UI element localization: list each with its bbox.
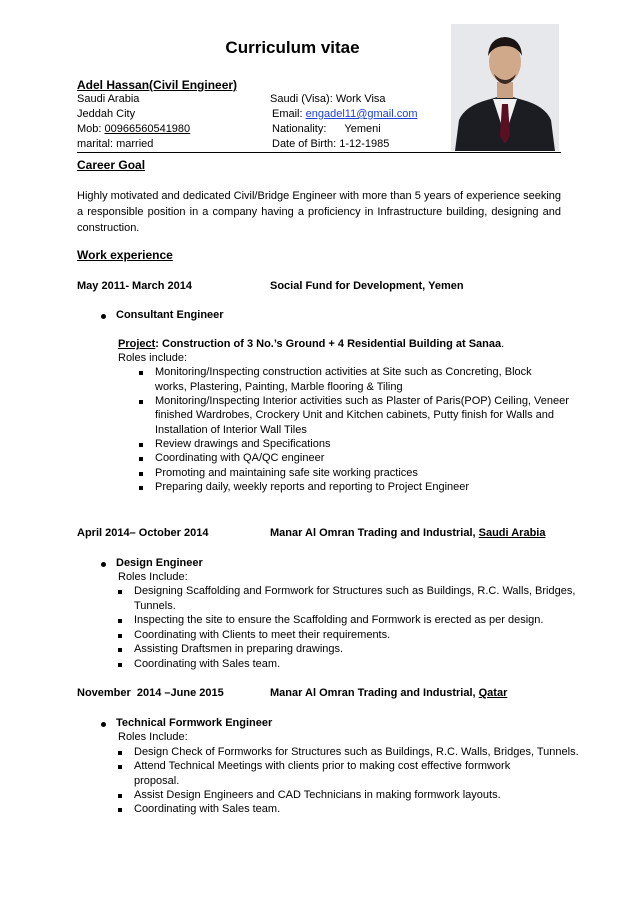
email-line (272, 108, 417, 120)
job-3-role: Technical Formwork Engineer (116, 717, 273, 729)
mobile-label: Mob: (77, 123, 105, 135)
square-bullet-icon (118, 648, 122, 652)
job-1-project (118, 338, 504, 350)
list-item: Designing Scaffolding and Formwork for Structures such as Buildings, R.C. Walls, Bridges, (134, 585, 576, 597)
list-item: Monitoring/Inspecting Interior activities such as Plaster of Paris(POP) Ceiling, Veneer (155, 395, 569, 407)
project-text: : Construction of 3 No.’s Ground + 4 Residential Building at Sanaa (155, 338, 502, 350)
work-experience-heading: Work experience (77, 248, 173, 262)
visa-status: Saudi (Visa): Work Visa (270, 93, 386, 105)
square-bullet-icon (118, 765, 122, 769)
marital-status: marital: married (77, 138, 154, 150)
square-bullet-icon (139, 457, 143, 461)
list-item: Coordinating with Sales team. (134, 658, 281, 670)
email-label: Email: (272, 108, 306, 120)
page-title: Curriculum vitae (225, 38, 360, 57)
company-name: Manar Al Omran Trading and Industrial, (270, 527, 479, 539)
job-2-role: Design Engineer (116, 557, 203, 569)
square-bullet-icon (139, 472, 143, 476)
job-3-roles-label: Roles Include: (118, 731, 188, 743)
square-bullet-icon (118, 808, 122, 812)
header-divider (77, 152, 561, 153)
job-2-company (270, 527, 545, 539)
list-item: Promoting and maintaining safe site working practices (155, 467, 418, 479)
job-1-role: Consultant Engineer (116, 309, 224, 321)
square-bullet-icon (118, 663, 122, 667)
bullet-icon (101, 314, 106, 319)
job-3-dates: November 2014 –June 2015 (77, 687, 224, 699)
date-of-birth: Date of Birth: 1-12-1985 (272, 138, 390, 150)
list-item: Assisting Draftsmen in preparing drawings. (134, 643, 344, 655)
square-bullet-icon (118, 751, 122, 755)
job-2-dates: April 2014– October 2014 (77, 527, 209, 539)
list-item-cont: Tunnels. (134, 600, 176, 612)
job-1-company: Social Fund for Development, Yemen (270, 280, 464, 292)
list-item: Coordinating with Sales team. (134, 803, 281, 815)
nationality-line (272, 123, 381, 135)
company-name: Manar Al Omran Trading and Industrial, (270, 687, 479, 699)
country: Saudi Arabia (77, 93, 140, 105)
list-item: Review drawings and Specifications (155, 438, 331, 450)
nationality-label: Nationality: (272, 123, 327, 135)
job-1-roles-label: Roles include: (118, 352, 188, 364)
square-bullet-icon (139, 486, 143, 490)
profile-photo (451, 24, 559, 151)
job-2-roles-label: Roles Include: (118, 571, 188, 583)
list-item: Design Check of Formworks for Structures such as Buildings, R.C. Walls, Bridges, Tunnels. (134, 746, 579, 758)
list-item: Monitoring/Inspecting construction activities at Site such as Concreting, Block (155, 366, 532, 378)
list-item: Inspecting the site to ensure the Scaffolding and Formwork is erected as per design. (134, 614, 544, 626)
person-photo-icon (451, 24, 559, 151)
city: Jeddah City (77, 108, 136, 120)
company-place: Qatar (478, 687, 508, 699)
list-item-cont: Installation of Interior Wall Tiles (155, 424, 307, 436)
square-bullet-icon (118, 590, 122, 594)
list-item: Assist Design Engineers and CAD Technicians in making formwork layouts. (134, 789, 501, 801)
square-bullet-icon (139, 400, 143, 404)
list-item: Coordinating with QA/QC engineer (155, 452, 325, 464)
career-goal-text: Highly motivated and dedicated Civil/Bridge Engineer with more than 5 years of experience seeking a responsible position in a company having a proficiency in Infrastructure building, designing and construction. (77, 190, 561, 234)
bullet-icon (101, 562, 106, 567)
square-bullet-icon (118, 794, 122, 798)
email-link[interactable]: engadel11@gmail.com (305, 108, 418, 120)
nationality-value: Yemeni (344, 123, 381, 135)
list-item: Attend Technical Meetings with clients prior to making cost effective formwork (134, 760, 511, 772)
list-item-cont: proposal. (134, 775, 180, 787)
list-item-cont: finished Wardrobes, Crockery Unit and Kitchen cabinets, Putty finish for Walls and (155, 409, 555, 421)
list-item: Preparing daily, weekly reports and reporting to Project Engineer (155, 481, 470, 493)
bullet-icon (101, 722, 106, 727)
job-3-company (270, 687, 507, 699)
job-1-dates: May 2011- March 2014 (77, 280, 192, 292)
project-label: Project (118, 338, 156, 350)
square-bullet-icon (139, 371, 143, 375)
mobile-number[interactable]: 00966560541980 (104, 123, 191, 135)
candidate-name: Adel Hassan(Civil Engineer) (77, 78, 238, 92)
company-place: Saudi Arabia (478, 527, 546, 539)
list-item: Coordinating with Clients to meet their requirements. (134, 629, 391, 641)
square-bullet-icon (118, 619, 122, 623)
square-bullet-icon (139, 443, 143, 447)
square-bullet-icon (118, 634, 122, 638)
career-goal-heading: Career Goal (77, 158, 146, 172)
mobile-line (77, 123, 190, 135)
project-end: . (501, 338, 505, 350)
list-item-cont: works, Plastering, Painting, Marble flooring & Tiling (155, 381, 403, 393)
